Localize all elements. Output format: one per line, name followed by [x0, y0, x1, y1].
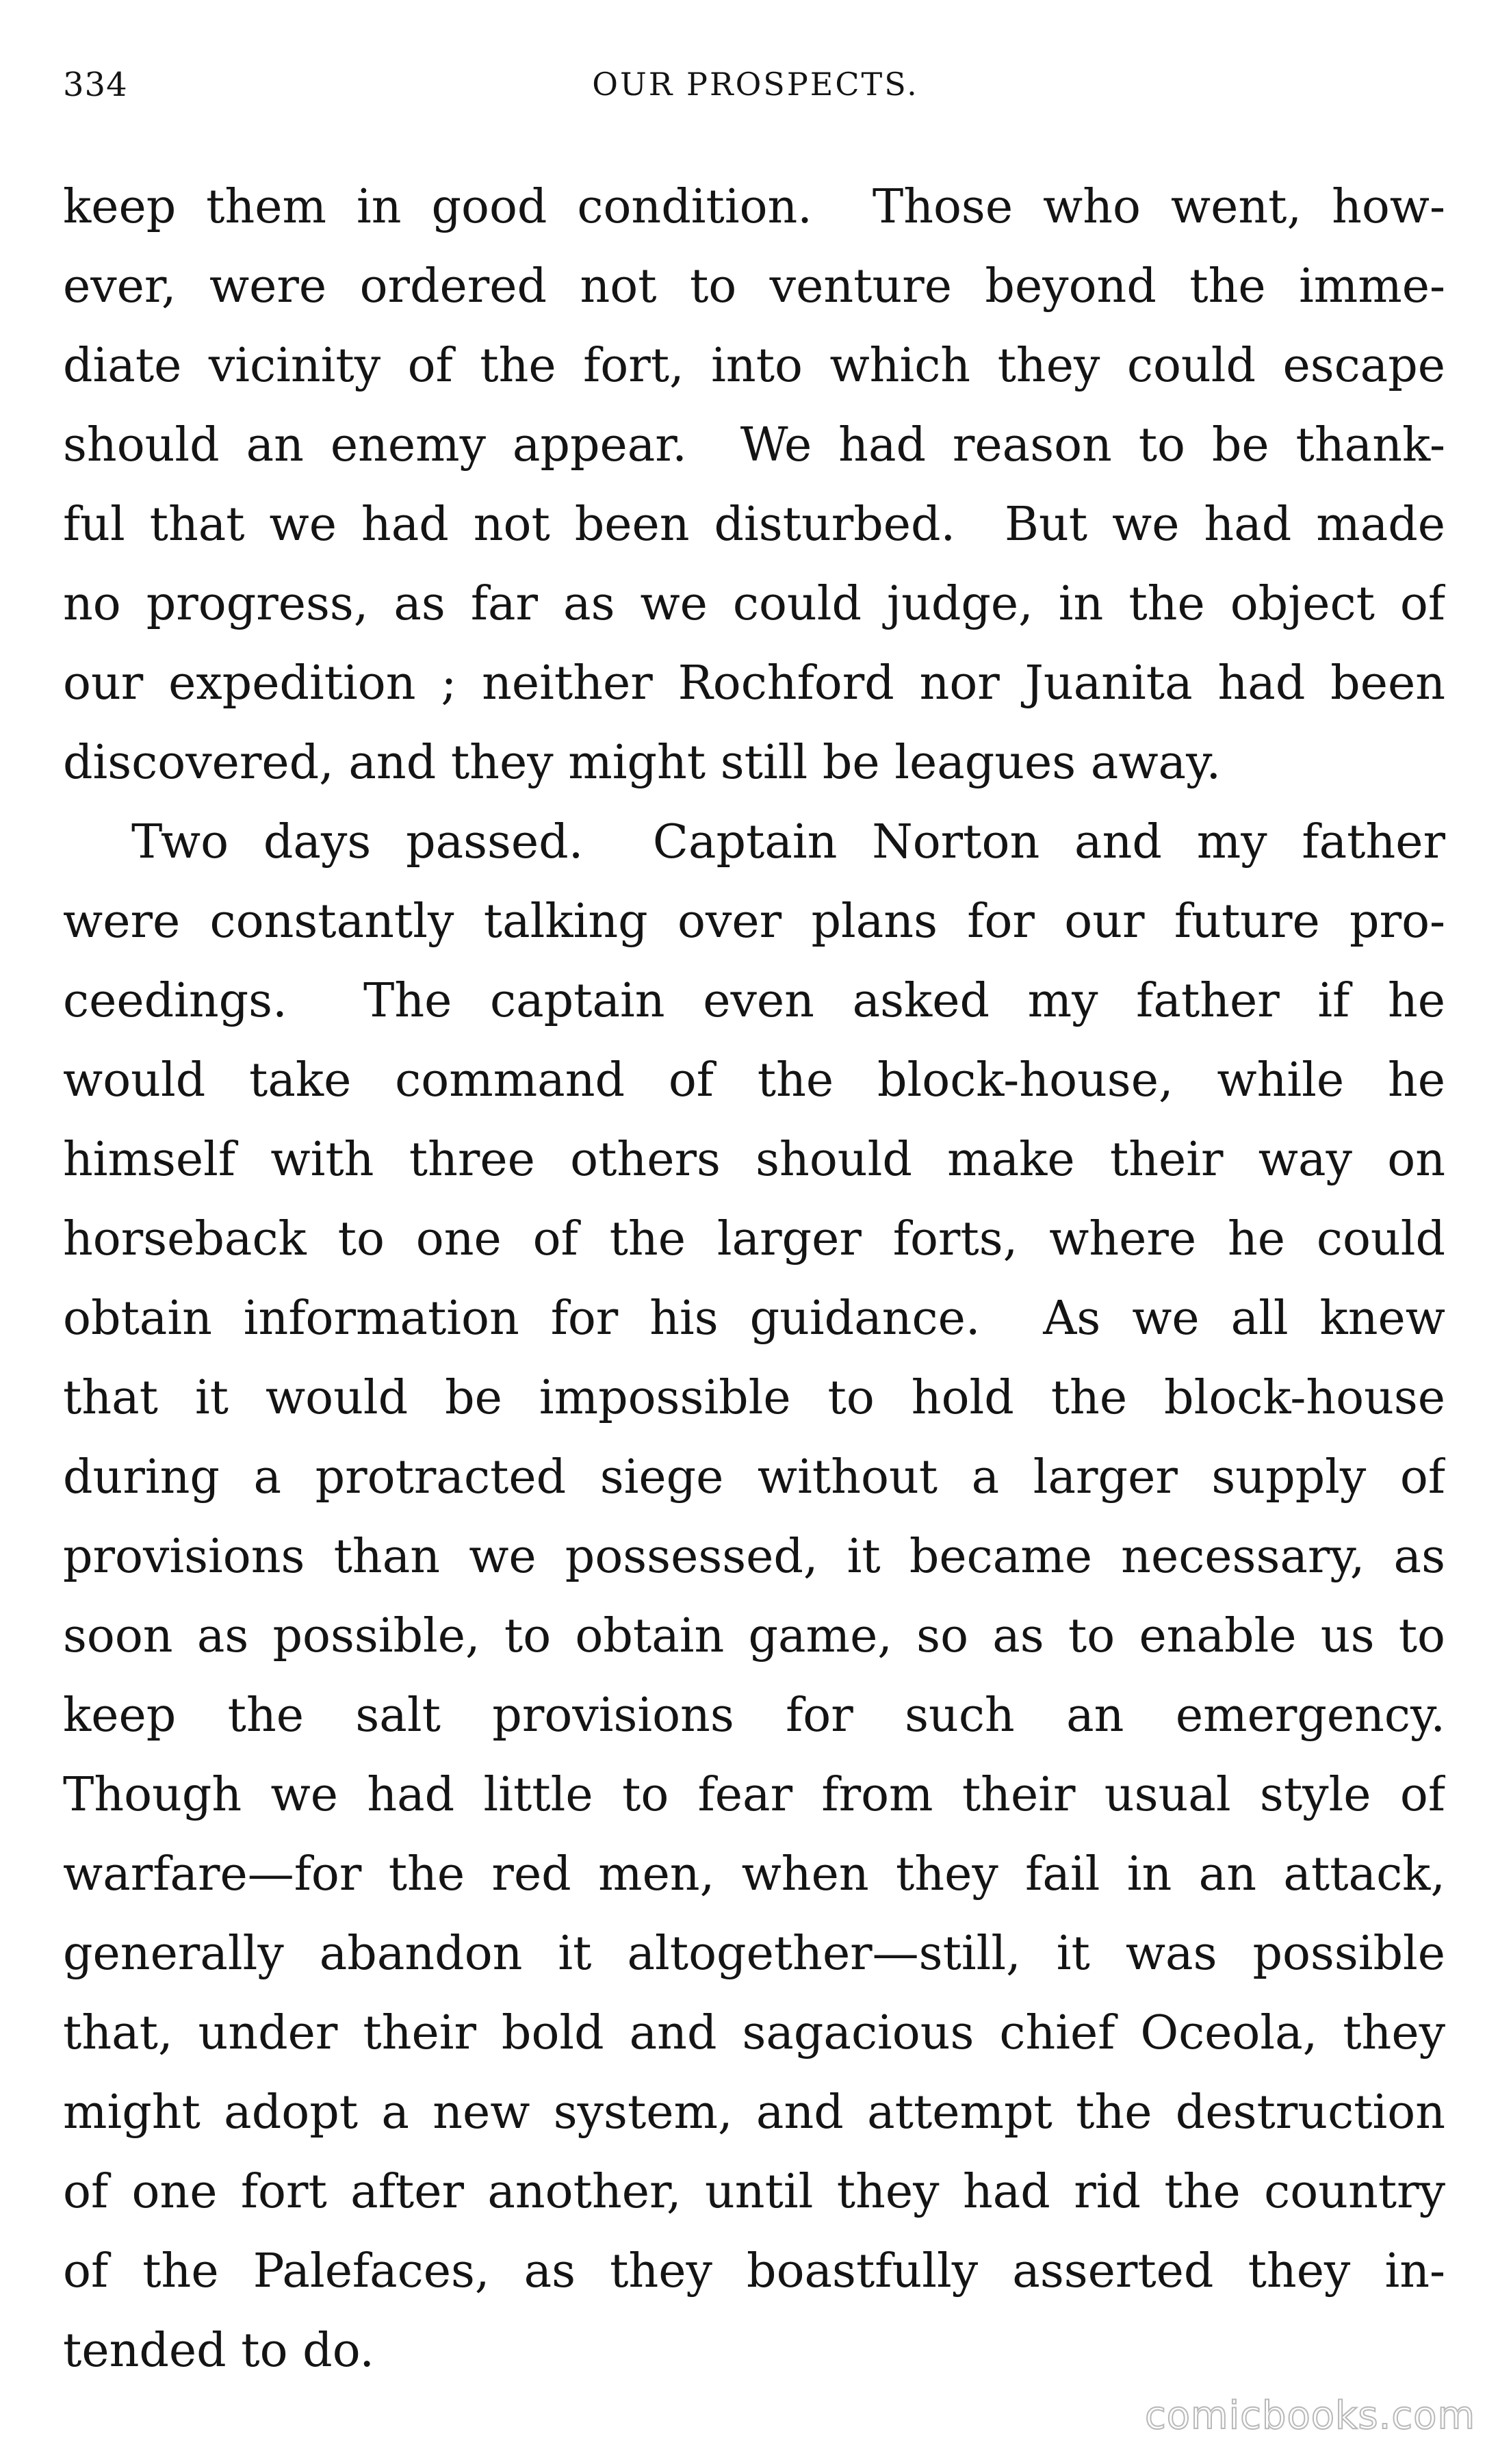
text-line: himself with three others should make their way on	[63, 1133, 1445, 1187]
text-line: discovered, and they might still be leagues away.	[63, 736, 1222, 790]
body-text	[63, 168, 1445, 2391]
watermark: comicbooks.com	[1144, 2394, 1475, 2438]
text-line: tended to do.	[63, 2324, 375, 2378]
text-line: obtain information for his guidance. As we all knew	[63, 1292, 1445, 1346]
text-line: our expedition ; neither Rochford nor Juanita had been	[63, 656, 1445, 710]
text-line: soon as possible, to obtain game, so as to enable us to	[63, 1609, 1445, 1663]
text-line: of the Palefaces, as they boastfully asserted they in-	[63, 2244, 1445, 2298]
text-line: might adopt a new system, and attempt the destruction	[63, 2086, 1445, 2140]
text-line: during a protracted siege without a larger supply of	[63, 1450, 1445, 1504]
text-line: horseback to one of the larger forts, where he could	[63, 1212, 1445, 1266]
text-line: ceedings. The captain even asked my father if he	[63, 974, 1445, 1028]
text-line: ful that we had not been disturbed. But we had made	[63, 498, 1445, 552]
paragraph-1	[63, 168, 1445, 803]
text-line: keep them in good condition. Those who went, how-	[63, 180, 1445, 234]
page-header	[0, 66, 1511, 120]
text-line: that it would be impossible to hold the block-house	[63, 1371, 1445, 1425]
text-line: provisions than we possessed, it became necessary, as	[63, 1530, 1445, 1584]
running-head: OUR PROSPECTS.	[592, 66, 919, 103]
text-line: would take command of the block-house, while he	[63, 1053, 1445, 1107]
text-line: keep the salt provisions for such an emergency.	[63, 1689, 1445, 1743]
text-line: of one fort after another, until they had rid the country	[63, 2165, 1445, 2219]
text-line: were constantly talking over plans for our future pro-	[63, 895, 1445, 949]
text-line: that, under their bold and sagacious chief Oceola, they	[63, 2006, 1445, 2060]
text-line: warfare—for the red men, when they fail in an attack,	[63, 1847, 1445, 1901]
text-line: should an enemy appear. We had reason to be thank-	[63, 418, 1445, 472]
text-line: generally abandon it altogether—still, it was possible	[63, 1927, 1445, 1981]
text-line: no progress, as far as we could judge, in the object of	[63, 577, 1445, 631]
text-line: diate vicinity of the fort, into which they could escape	[63, 339, 1445, 393]
paragraph-2	[63, 803, 1445, 2391]
text-line: Two days passed. Captain Norton and my father	[131, 815, 1445, 869]
page-number: 334	[63, 66, 128, 104]
text-line: ever, were ordered not to venture beyond the imme-	[63, 259, 1445, 313]
text-line: Though we had little to fear from their usual style of	[63, 1768, 1445, 1822]
